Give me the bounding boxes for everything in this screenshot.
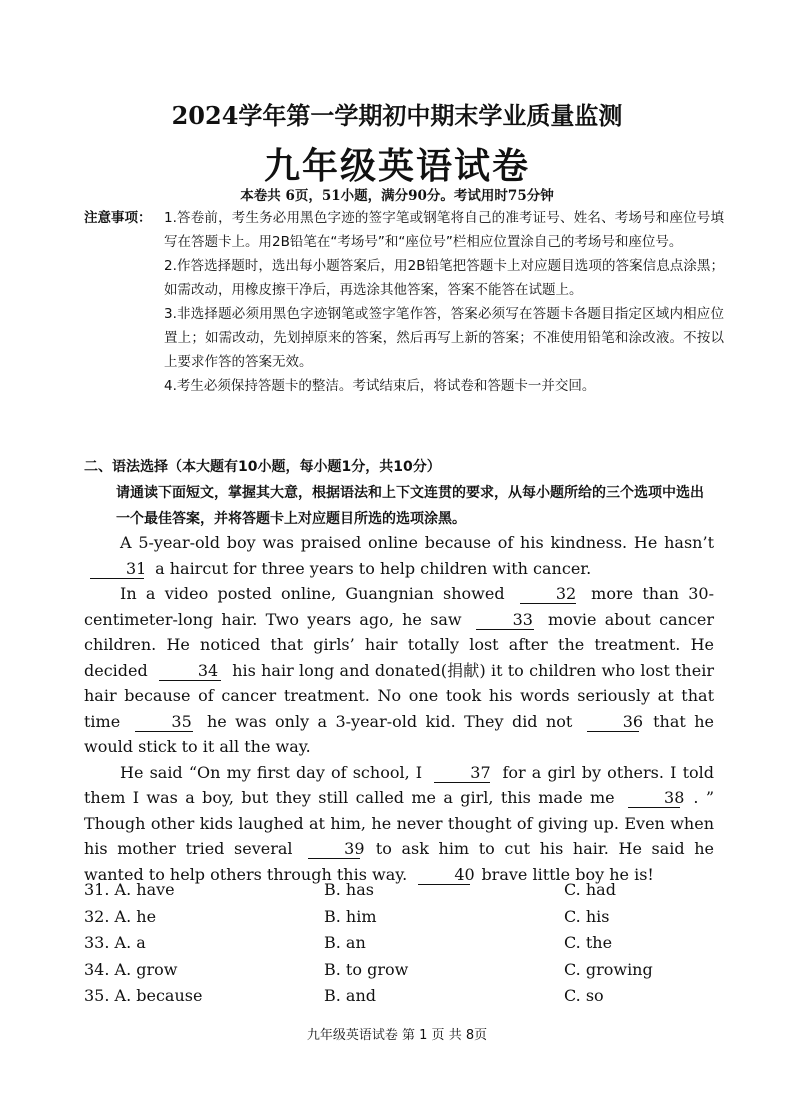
blank-38: 38: [628, 789, 680, 808]
blank-39: 39: [308, 840, 360, 859]
blank-33: 33: [476, 611, 534, 630]
note-item: 4.考生必须保持答题卡的整洁。考试结束后，将试卷和答题卡一并交回。: [164, 378, 596, 394]
option-row-34: [84, 960, 724, 987]
note-item: 3.非选择题必须用黑色字迹钢笔或签字笔作答，答案必须写在答题卡各题目指定区域内相应位置上；如需改动，先划掉原来的答案，然后再写上新的答案；不准使用铅笔和涂改液。不按以上要求作答的答案无效。: [164, 306, 724, 370]
option-b: B. an: [324, 933, 366, 952]
passage-text: a haircut for three years to help children with cancer.: [155, 558, 592, 578]
passage-paragraph-3: [84, 760, 714, 888]
option-row-31: [84, 880, 724, 907]
passage-text: movie about cancer children. He noticed that girls’ hair totally lost after the treatment. He decided: [84, 609, 714, 680]
note-item: 1.答卷前，考生务必用黑色字迹的签字笔或钢笔将自己的准考证号、姓名、考场号和座位号填写在答题卡上。用2B铅笔在“考场号”和“座位号”栏相应位置涂自己的考场号和座位号。: [164, 210, 724, 250]
option-row-35: [84, 986, 724, 1013]
option-a: 33. A. a: [84, 933, 146, 952]
exam-title: 2024学年第一学期初中期末学业质量监测: [171, 101, 623, 130]
passage-text: brave little boy he is!: [481, 864, 654, 884]
option-a: 32. A. he: [84, 906, 157, 926]
option-b: B. has: [324, 880, 374, 899]
page-footer: 九年级英语试卷 第 1 页 共 8页: [306, 1028, 488, 1043]
section-heading: 二、语法选择（本大题有10小题，每小题1分，共10分）: [84, 459, 441, 475]
option-c: C. growing: [564, 959, 653, 979]
blank-40: 40: [418, 866, 470, 885]
option-b: B. to grow: [324, 959, 409, 979]
option-c: C. had: [564, 880, 616, 899]
option-row-33: [84, 933, 724, 960]
blank-36: 36: [587, 713, 639, 732]
option-b: B. and: [324, 986, 377, 1005]
option-row-32: [84, 907, 724, 934]
passage-text: to ask him to cut his hair. He said he wanted to help others through this way.: [84, 839, 715, 884]
exam-subject-title: 九年级英语试卷: [263, 145, 530, 187]
blank-31: 31: [90, 560, 144, 579]
notes-list: [164, 206, 724, 398]
notes-label: 注意事项：: [84, 210, 152, 226]
blank-35: 35: [135, 713, 193, 732]
passage-text: his hair long and donated(捐献) it to children who lost their hair because of cancer treatment. No one took his words seriously at that time: [84, 660, 714, 731]
option-c: C. so: [564, 986, 604, 1005]
passage-text: A 5-year-old boy was praised online because of his kindness. He hasn’t: [120, 533, 714, 552]
option-a: 34. A. grow: [84, 959, 178, 979]
exam-info: 本卷共 6页，51小题，满分90分。考试用时75分钟: [240, 188, 554, 204]
note-item: 2.作答选择题时，选出每小题答案后，用2B铅笔把答题卡上对应题目选项的答案信息点涂黑；如需改动，用橡皮擦干净后，再选涂其他答案，答案不能答在试题上。: [164, 258, 724, 298]
blank-37: 37: [434, 764, 490, 783]
section-instructions: 请通读下面短文，掌握其大意，根据语法和上下文连贯的要求，从每小题所给的三个选项中选出一个最佳答案，并将答题卡上对应题目所选的选项涂黑。: [116, 485, 704, 527]
passage-text: for a girl by others. I told them I was a boy, but they still called me a girl, this made me: [84, 762, 714, 807]
passage-paragraph-1: [84, 530, 714, 581]
option-b: B. him: [324, 906, 377, 926]
option-c: C. his: [564, 906, 610, 926]
passage-text: He said “On my first day of school, I: [120, 762, 423, 782]
blank-32: 32: [520, 585, 576, 604]
answer-options: [84, 880, 724, 1013]
blank-34: 34: [159, 662, 221, 681]
passage-text: In a video posted online, Guangnian showed: [120, 584, 505, 603]
option-a: 31. A. have: [84, 880, 175, 899]
passage-text: he was only a 3-year-old kid. They did not: [207, 711, 573, 731]
option-c: C. the: [564, 933, 613, 952]
passage-text: . ” Though other kids laughed at him, he never thought of giving up. Even when his mother tried several: [84, 788, 714, 858]
option-a: 35. A. because: [84, 986, 203, 1005]
reading-passage: [84, 530, 714, 887]
passage-text: more than 30-centimeter-long hair. Two years ago, he saw: [84, 584, 714, 629]
passage-paragraph-2: [84, 581, 714, 760]
passage-text: that he would stick to it all the way.: [84, 711, 714, 756]
